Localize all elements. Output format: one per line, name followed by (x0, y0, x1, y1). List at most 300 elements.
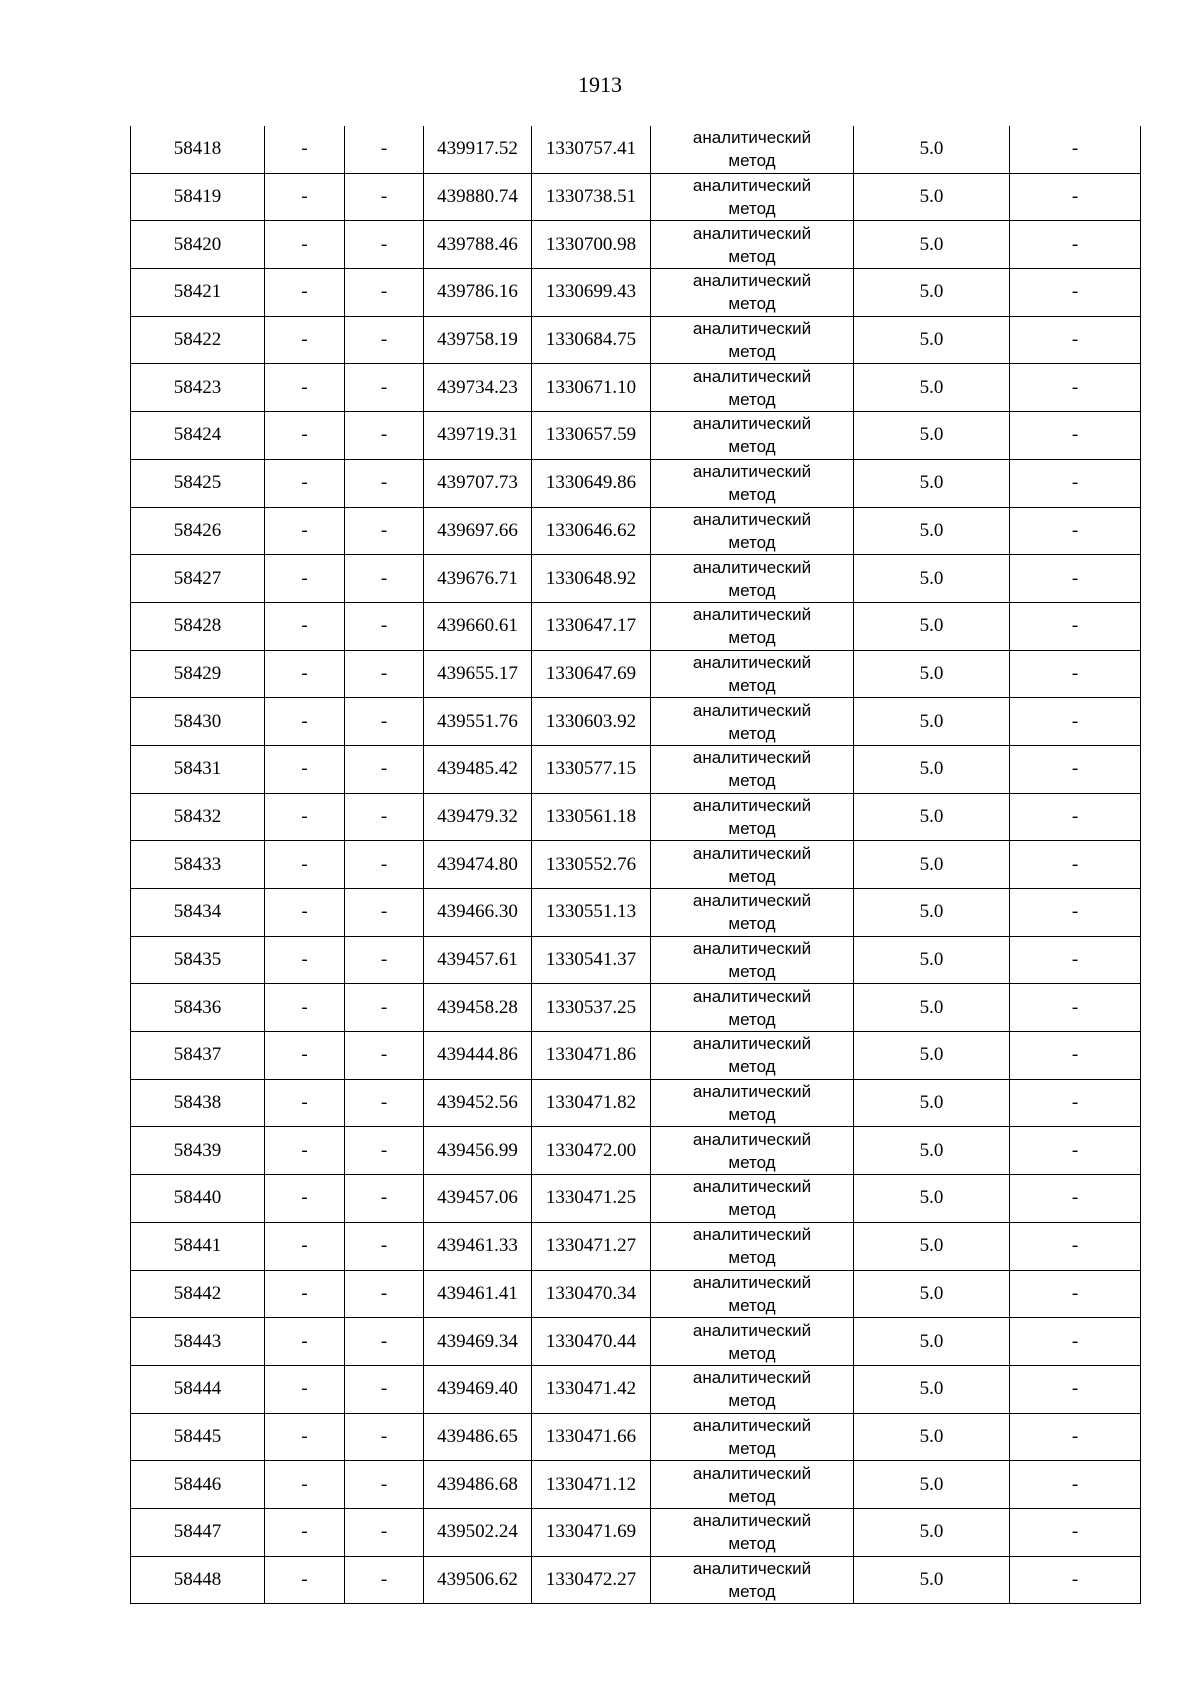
point-number-cell: 58443 (131, 1318, 265, 1366)
point-number-cell: 58422 (131, 316, 265, 364)
accuracy-cell: 5.0 (854, 1508, 1010, 1556)
point-number-cell: 58432 (131, 793, 265, 841)
empty-column-2-cell: - (265, 1079, 345, 1127)
x-coordinate-cell: 439486.68 (424, 1461, 532, 1509)
point-number-cell: 58429 (131, 650, 265, 698)
y-coordinate-cell: 1330541.37 (532, 936, 651, 984)
empty-column-3-cell: - (345, 507, 424, 555)
empty-column-9-cell: - (1010, 936, 1141, 984)
accuracy-cell: 5.0 (854, 1032, 1010, 1080)
empty-column-2-cell: - (265, 1556, 345, 1604)
method-line-2: метод (728, 485, 776, 505)
empty-column-2-cell: - (265, 1270, 345, 1318)
method-cell (651, 1365, 854, 1413)
empty-column-3-cell: - (345, 459, 424, 507)
empty-column-3-cell: - (345, 1270, 424, 1318)
empty-column-2-cell: - (265, 1508, 345, 1556)
method-cell (651, 269, 854, 317)
y-coordinate-cell: 1330471.12 (532, 1461, 651, 1509)
empty-column-9-cell: - (1010, 793, 1141, 841)
method-line-2: метод (728, 1057, 776, 1077)
table-row (131, 984, 1141, 1032)
method-line-2: метод (728, 675, 776, 695)
y-coordinate-cell: 1330649.86 (532, 459, 651, 507)
empty-column-3-cell: - (345, 1365, 424, 1413)
y-coordinate-cell: 1330471.42 (532, 1365, 651, 1413)
empty-column-3-cell: - (345, 745, 424, 793)
x-coordinate-cell: 439469.40 (424, 1365, 532, 1413)
table-row (131, 1270, 1141, 1318)
method-cell (651, 316, 854, 364)
x-coordinate-cell: 439444.86 (424, 1032, 532, 1080)
table-row (131, 1222, 1141, 1270)
table-row (131, 221, 1141, 269)
method-line-1: аналитический (692, 700, 812, 720)
method-line-1: аналитический (692, 1320, 812, 1340)
accuracy-cell: 5.0 (854, 1222, 1010, 1270)
method-line-1: аналитический (692, 986, 812, 1006)
x-coordinate-cell: 439457.06 (424, 1175, 532, 1223)
x-coordinate-cell: 439502.24 (424, 1508, 532, 1556)
table-row (131, 698, 1141, 746)
accuracy-cell: 5.0 (854, 1127, 1010, 1175)
empty-column-9-cell: - (1010, 269, 1141, 317)
empty-column-9-cell: - (1010, 412, 1141, 460)
y-coordinate-cell: 1330647.69 (532, 650, 651, 698)
accuracy-cell: 5.0 (854, 1318, 1010, 1366)
page-number: 1913 (578, 72, 622, 97)
x-coordinate-cell: 439676.71 (424, 555, 532, 603)
method-line-2: метод (728, 1581, 776, 1601)
x-coordinate-cell: 439788.46 (424, 221, 532, 269)
x-coordinate-cell: 439917.52 (424, 126, 532, 173)
method-cell (651, 602, 854, 650)
empty-column-3-cell: - (345, 793, 424, 841)
empty-column-2-cell: - (265, 793, 345, 841)
table-row (131, 126, 1141, 173)
empty-column-9-cell: - (1010, 1270, 1141, 1318)
method-line-1: аналитический (692, 176, 812, 196)
empty-column-9-cell: - (1010, 507, 1141, 555)
y-coordinate-cell: 1330738.51 (532, 173, 651, 221)
accuracy-cell: 5.0 (854, 1365, 1010, 1413)
x-coordinate-cell: 439506.62 (424, 1556, 532, 1604)
table-row (131, 793, 1141, 841)
y-coordinate-cell: 1330577.15 (532, 745, 651, 793)
point-number-cell: 58442 (131, 1270, 265, 1318)
method-line-1: аналитический (692, 939, 812, 959)
table-row (131, 889, 1141, 937)
point-number-cell: 58448 (131, 1556, 265, 1604)
method-line-2: метод (728, 580, 776, 600)
empty-column-2-cell: - (265, 1365, 345, 1413)
accuracy-cell: 5.0 (854, 1556, 1010, 1604)
method-cell (651, 507, 854, 555)
method-line-1: аналитический (692, 843, 812, 863)
y-coordinate-cell: 1330470.44 (532, 1318, 651, 1366)
x-coordinate-cell: 439458.28 (424, 984, 532, 1032)
method-cell (651, 1556, 854, 1604)
method-line-1: аналитический (692, 1129, 812, 1149)
table-row (131, 269, 1141, 317)
empty-column-3-cell: - (345, 1508, 424, 1556)
empty-column-9-cell: - (1010, 173, 1141, 221)
empty-column-3-cell: - (345, 555, 424, 603)
method-line-1: аналитический (692, 1272, 812, 1292)
table-row (131, 650, 1141, 698)
method-line-1: аналитический (692, 128, 812, 148)
empty-column-9-cell: - (1010, 316, 1141, 364)
point-number-cell: 58445 (131, 1413, 265, 1461)
method-line-2: метод (728, 246, 776, 266)
empty-column-9-cell: - (1010, 1508, 1141, 1556)
empty-column-2-cell: - (265, 221, 345, 269)
empty-column-3-cell: - (345, 889, 424, 937)
method-line-1: аналитический (692, 605, 812, 625)
method-line-1: аналитический (692, 557, 812, 577)
point-number-cell: 58430 (131, 698, 265, 746)
accuracy-cell: 5.0 (854, 698, 1010, 746)
empty-column-2-cell: - (265, 650, 345, 698)
point-number-cell: 58447 (131, 1508, 265, 1556)
x-coordinate-cell: 439734.23 (424, 364, 532, 412)
accuracy-cell: 5.0 (854, 459, 1010, 507)
empty-column-2-cell: - (265, 745, 345, 793)
empty-column-9-cell: - (1010, 1461, 1141, 1509)
table-row (131, 745, 1141, 793)
accuracy-cell: 5.0 (854, 412, 1010, 460)
method-cell (651, 936, 854, 984)
y-coordinate-cell: 1330700.98 (532, 221, 651, 269)
method-line-1: аналитический (692, 223, 812, 243)
empty-column-9-cell: - (1010, 1032, 1141, 1080)
y-coordinate-cell: 1330470.34 (532, 1270, 651, 1318)
empty-column-2-cell: - (265, 1461, 345, 1509)
point-number-cell: 58433 (131, 841, 265, 889)
accuracy-cell: 5.0 (854, 793, 1010, 841)
method-line-1: аналитический (692, 271, 812, 291)
y-coordinate-cell: 1330552.76 (532, 841, 651, 889)
empty-column-2-cell: - (265, 555, 345, 603)
empty-column-2-cell: - (265, 173, 345, 221)
empty-column-9-cell: - (1010, 221, 1141, 269)
method-line-1: аналитический (692, 1415, 812, 1435)
y-coordinate-cell: 1330561.18 (532, 793, 651, 841)
point-number-cell: 58426 (131, 507, 265, 555)
accuracy-cell: 5.0 (854, 936, 1010, 984)
point-number-cell: 58420 (131, 221, 265, 269)
y-coordinate-cell: 1330657.59 (532, 412, 651, 460)
method-line-1: аналитический (692, 462, 812, 482)
method-line-1: аналитический (692, 1368, 812, 1388)
accuracy-cell: 5.0 (854, 745, 1010, 793)
method-cell (651, 1127, 854, 1175)
method-line-2: метод (728, 1295, 776, 1315)
method-cell (651, 1175, 854, 1223)
empty-column-9-cell: - (1010, 698, 1141, 746)
method-line-2: метод (728, 1009, 776, 1029)
x-coordinate-cell: 439474.80 (424, 841, 532, 889)
accuracy-cell: 5.0 (854, 1413, 1010, 1461)
accuracy-cell: 5.0 (854, 269, 1010, 317)
x-coordinate-cell: 439786.16 (424, 269, 532, 317)
table-row (131, 507, 1141, 555)
empty-column-9-cell: - (1010, 889, 1141, 937)
method-line-2: метод (728, 1438, 776, 1458)
method-cell (651, 1079, 854, 1127)
method-line-2: метод (728, 389, 776, 409)
method-line-2: метод (728, 723, 776, 743)
method-line-1: аналитический (692, 1034, 812, 1054)
y-coordinate-cell: 1330471.69 (532, 1508, 651, 1556)
point-number-cell: 58434 (131, 889, 265, 937)
table-row (131, 316, 1141, 364)
empty-column-3-cell: - (345, 221, 424, 269)
method-cell (651, 1508, 854, 1556)
method-line-2: метод (728, 1343, 776, 1363)
y-coordinate-cell: 1330537.25 (532, 984, 651, 1032)
empty-column-3-cell: - (345, 269, 424, 317)
empty-column-9-cell: - (1010, 1079, 1141, 1127)
x-coordinate-cell: 439697.66 (424, 507, 532, 555)
accuracy-cell: 5.0 (854, 555, 1010, 603)
method-cell (651, 1032, 854, 1080)
empty-column-2-cell: - (265, 984, 345, 1032)
table-row (131, 459, 1141, 507)
empty-column-9-cell: - (1010, 745, 1141, 793)
accuracy-cell: 5.0 (854, 602, 1010, 650)
y-coordinate-cell: 1330551.13 (532, 889, 651, 937)
table-row (131, 1365, 1141, 1413)
empty-column-3-cell: - (345, 1032, 424, 1080)
empty-column-3-cell: - (345, 841, 424, 889)
method-line-2: метод (728, 1152, 776, 1172)
empty-column-2-cell: - (265, 698, 345, 746)
point-number-cell: 58428 (131, 602, 265, 650)
empty-column-2-cell: - (265, 316, 345, 364)
method-cell (651, 698, 854, 746)
point-number-cell: 58438 (131, 1079, 265, 1127)
empty-column-2-cell: - (265, 1222, 345, 1270)
method-line-2: метод (728, 1248, 776, 1268)
accuracy-cell: 5.0 (854, 1270, 1010, 1318)
method-line-2: метод (728, 1391, 776, 1411)
empty-column-3-cell: - (345, 1556, 424, 1604)
table-row (131, 1127, 1141, 1175)
empty-column-2-cell: - (265, 1127, 345, 1175)
method-cell (651, 650, 854, 698)
method-cell (651, 1413, 854, 1461)
empty-column-9-cell: - (1010, 984, 1141, 1032)
accuracy-cell: 5.0 (854, 221, 1010, 269)
x-coordinate-cell: 439466.30 (424, 889, 532, 937)
table-row (131, 1556, 1141, 1604)
point-number-cell: 58446 (131, 1461, 265, 1509)
x-coordinate-cell: 439457.61 (424, 936, 532, 984)
method-cell (651, 1222, 854, 1270)
x-coordinate-cell: 439461.41 (424, 1270, 532, 1318)
table-row (131, 364, 1141, 412)
accuracy-cell: 5.0 (854, 507, 1010, 555)
method-cell (651, 459, 854, 507)
point-number-cell: 58424 (131, 412, 265, 460)
y-coordinate-cell: 1330472.27 (532, 1556, 651, 1604)
method-line-2: метод (728, 151, 776, 171)
accuracy-cell: 5.0 (854, 1175, 1010, 1223)
empty-column-2-cell: - (265, 936, 345, 984)
table-row (131, 1461, 1141, 1509)
point-number-cell: 58440 (131, 1175, 265, 1223)
table-body (131, 126, 1141, 1604)
accuracy-cell: 5.0 (854, 364, 1010, 412)
method-line-2: метод (728, 771, 776, 791)
empty-column-3-cell: - (345, 126, 424, 173)
empty-column-3-cell: - (345, 1079, 424, 1127)
empty-column-2-cell: - (265, 1032, 345, 1080)
empty-column-3-cell: - (345, 698, 424, 746)
method-line-2: метод (728, 342, 776, 362)
method-line-2: метод (728, 1534, 776, 1554)
y-coordinate-cell: 1330699.43 (532, 269, 651, 317)
method-line-2: метод (728, 294, 776, 314)
x-coordinate-cell: 439880.74 (424, 173, 532, 221)
table-row (131, 1413, 1141, 1461)
x-coordinate-cell: 439456.99 (424, 1127, 532, 1175)
method-line-1: аналитический (692, 414, 812, 434)
empty-column-3-cell: - (345, 364, 424, 412)
empty-column-2-cell: - (265, 1318, 345, 1366)
point-number-cell: 58423 (131, 364, 265, 412)
empty-column-9-cell: - (1010, 841, 1141, 889)
x-coordinate-cell: 439452.56 (424, 1079, 532, 1127)
empty-column-9-cell: - (1010, 1127, 1141, 1175)
point-number-cell: 58421 (131, 269, 265, 317)
y-coordinate-cell: 1330471.25 (532, 1175, 651, 1223)
y-coordinate-cell: 1330757.41 (532, 126, 651, 173)
empty-column-2-cell: - (265, 459, 345, 507)
accuracy-cell: 5.0 (854, 316, 1010, 364)
method-cell (651, 221, 854, 269)
empty-column-3-cell: - (345, 602, 424, 650)
accuracy-cell: 5.0 (854, 126, 1010, 173)
method-line-1: аналитический (692, 509, 812, 529)
point-number-cell: 58419 (131, 173, 265, 221)
empty-column-9-cell: - (1010, 126, 1141, 173)
empty-column-9-cell: - (1010, 1175, 1141, 1223)
x-coordinate-cell: 439719.31 (424, 412, 532, 460)
empty-column-3-cell: - (345, 1318, 424, 1366)
accuracy-cell: 5.0 (854, 1461, 1010, 1509)
method-line-1: аналитический (692, 1558, 812, 1578)
x-coordinate-cell: 439485.42 (424, 745, 532, 793)
method-cell (651, 364, 854, 412)
y-coordinate-cell: 1330472.00 (532, 1127, 651, 1175)
method-cell (651, 126, 854, 173)
table-row (131, 1175, 1141, 1223)
method-line-2: метод (728, 1200, 776, 1220)
method-line-1: аналитический (692, 1463, 812, 1483)
y-coordinate-cell: 1330471.82 (532, 1079, 651, 1127)
x-coordinate-cell: 439707.73 (424, 459, 532, 507)
y-coordinate-cell: 1330471.27 (532, 1222, 651, 1270)
empty-column-2-cell: - (265, 602, 345, 650)
empty-column-3-cell: - (345, 1175, 424, 1223)
point-number-cell: 58418 (131, 126, 265, 173)
empty-column-2-cell: - (265, 364, 345, 412)
empty-column-3-cell: - (345, 984, 424, 1032)
y-coordinate-cell: 1330471.66 (532, 1413, 651, 1461)
method-line-1: аналитический (692, 1511, 812, 1531)
table-row (131, 602, 1141, 650)
empty-column-9-cell: - (1010, 1365, 1141, 1413)
x-coordinate-cell: 439461.33 (424, 1222, 532, 1270)
empty-column-2-cell: - (265, 1413, 345, 1461)
x-coordinate-cell: 439469.34 (424, 1318, 532, 1366)
x-coordinate-cell: 439551.76 (424, 698, 532, 746)
y-coordinate-cell: 1330671.10 (532, 364, 651, 412)
accuracy-cell: 5.0 (854, 650, 1010, 698)
method-line-1: аналитический (692, 319, 812, 339)
method-cell (651, 173, 854, 221)
method-cell (651, 793, 854, 841)
y-coordinate-cell: 1330684.75 (532, 316, 651, 364)
empty-column-3-cell: - (345, 412, 424, 460)
empty-column-3-cell: - (345, 316, 424, 364)
method-line-1: аналитический (692, 652, 812, 672)
method-line-2: метод (728, 914, 776, 934)
empty-column-9-cell: - (1010, 1413, 1141, 1461)
method-line-2: метод (728, 532, 776, 552)
empty-column-2-cell: - (265, 1175, 345, 1223)
method-line-1: аналитический (692, 366, 812, 386)
empty-column-9-cell: - (1010, 650, 1141, 698)
y-coordinate-cell: 1330471.86 (532, 1032, 651, 1080)
method-line-1: аналитический (692, 1177, 812, 1197)
table-row (131, 1079, 1141, 1127)
point-number-cell: 58439 (131, 1127, 265, 1175)
point-number-cell: 58431 (131, 745, 265, 793)
empty-column-2-cell: - (265, 889, 345, 937)
empty-column-3-cell: - (345, 1222, 424, 1270)
method-line-1: аналитический (692, 1225, 812, 1245)
point-number-cell: 58435 (131, 936, 265, 984)
coordinates-table (130, 126, 1141, 1604)
method-line-1: аналитический (692, 891, 812, 911)
point-number-cell: 58436 (131, 984, 265, 1032)
empty-column-3-cell: - (345, 650, 424, 698)
point-number-cell: 58441 (131, 1222, 265, 1270)
accuracy-cell: 5.0 (854, 984, 1010, 1032)
method-line-2: метод (728, 962, 776, 982)
method-cell (651, 984, 854, 1032)
x-coordinate-cell: 439655.17 (424, 650, 532, 698)
table-row (131, 1032, 1141, 1080)
empty-column-9-cell: - (1010, 364, 1141, 412)
method-cell (651, 1318, 854, 1366)
x-coordinate-cell: 439758.19 (424, 316, 532, 364)
empty-column-9-cell: - (1010, 602, 1141, 650)
empty-column-9-cell: - (1010, 555, 1141, 603)
empty-column-3-cell: - (345, 1413, 424, 1461)
method-line-1: аналитический (692, 795, 812, 815)
method-cell (651, 1270, 854, 1318)
method-cell (651, 412, 854, 460)
x-coordinate-cell: 439486.65 (424, 1413, 532, 1461)
method-line-2: метод (728, 1105, 776, 1125)
table-row (131, 173, 1141, 221)
empty-column-3-cell: - (345, 936, 424, 984)
empty-column-9-cell: - (1010, 1222, 1141, 1270)
